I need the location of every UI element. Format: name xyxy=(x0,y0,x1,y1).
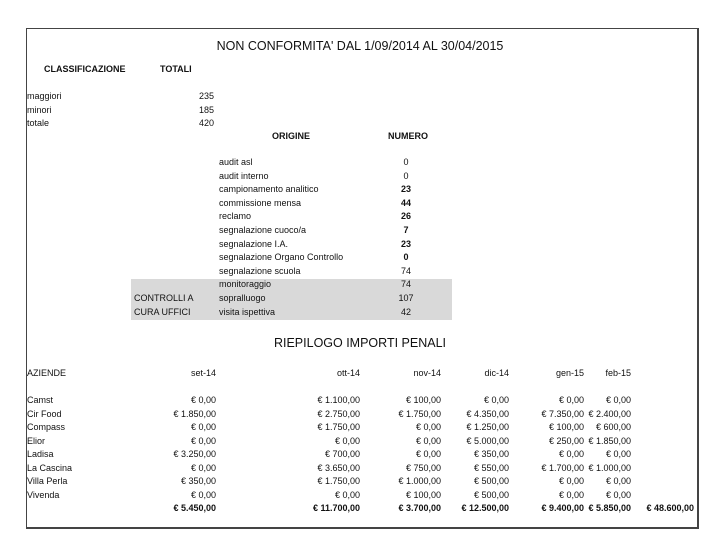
company-name: Vivenda xyxy=(27,489,60,500)
penalty-value: € 2.400,00 xyxy=(588,408,631,419)
company-name: Cir Food xyxy=(27,408,62,419)
company-name: Elior xyxy=(27,435,46,446)
page-title: NON CONFORMITA' DAL 1/09/2014 AL 30/04/2015 xyxy=(216,39,504,53)
origin-label: commissione mensa xyxy=(219,197,302,208)
penalty-value: € 0,00 xyxy=(558,489,584,500)
company-name: Compass xyxy=(27,422,66,432)
classification-value: 420 xyxy=(198,118,214,128)
month-total: € 5.450,00 xyxy=(173,503,216,513)
penalty-value: € 0,00 xyxy=(605,395,631,405)
penalty-value: € 0,00 xyxy=(190,395,216,405)
company-name: Ladisa xyxy=(27,449,54,459)
penalty-value: € 1.750,00 xyxy=(398,408,441,419)
penalty-value: € 1.850,00 xyxy=(173,408,216,419)
penalty-value: € 0,00 xyxy=(334,435,360,446)
penalty-value: € 0,00 xyxy=(558,395,584,405)
origin-value: 107 xyxy=(398,293,414,303)
origin-value: 23 xyxy=(400,238,411,249)
month-total: € 11.700,00 xyxy=(312,503,360,513)
month-header: nov-14 xyxy=(413,368,441,378)
penalty-value: € 500,00 xyxy=(473,476,509,486)
origin-label: reclamo xyxy=(219,211,252,222)
penalty-value: € 0,00 xyxy=(415,435,441,446)
penalty-value: € 7.350,00 xyxy=(541,408,584,419)
origin-value: 42 xyxy=(400,306,411,317)
company-name: La Cascina xyxy=(27,462,73,473)
penalty-value: € 250,00 xyxy=(548,435,584,446)
penalty-value: € 750,00 xyxy=(405,462,441,473)
origin-value: 0 xyxy=(403,170,409,181)
penalty-value: € 0,00 xyxy=(415,449,441,459)
origin-label: campionamento analitico xyxy=(219,184,319,195)
origin-value: 74 xyxy=(400,279,411,290)
penalty-value: € 3.650,00 xyxy=(317,462,360,473)
penalties-title: RIEPILOGO IMPORTI PENALI xyxy=(273,336,447,350)
company-name: Villa Perla xyxy=(27,476,68,486)
month-header: feb-15 xyxy=(605,368,631,378)
penalty-value: € 0,00 xyxy=(605,476,631,486)
classification-header: CLASSIFICAZIONE xyxy=(44,64,126,74)
origin-label: audit interno xyxy=(219,170,269,181)
classification-label: minori xyxy=(27,104,52,115)
penalty-value: € 0,00 xyxy=(190,489,216,500)
origin-label: visita ispettiva xyxy=(219,306,276,317)
month-total: € 3.700,00 xyxy=(398,503,441,513)
penalty-value: € 500,00 xyxy=(473,489,509,500)
classification-value: 185 xyxy=(198,104,214,115)
month-header: dic-14 xyxy=(484,368,509,378)
penalty-value: € 1.000,00 xyxy=(588,462,631,473)
origin-label: audit asl xyxy=(219,157,253,167)
month-header: ott-14 xyxy=(336,368,360,378)
penalty-value: € 1.100,00 xyxy=(317,395,360,405)
classification-value: 235 xyxy=(198,91,214,101)
penalty-value: € 100,00 xyxy=(548,422,584,432)
origin-value: 26 xyxy=(400,211,411,222)
penalty-value: € 0,00 xyxy=(605,489,631,500)
penalty-value: € 0,00 xyxy=(190,422,216,432)
origin-value: 23 xyxy=(400,184,411,195)
penalty-value: € 1.850,00 xyxy=(588,435,631,446)
totals-header: TOTALI xyxy=(160,64,192,74)
group-label: CURA UFFICI xyxy=(134,307,191,317)
penalty-value: € 0,00 xyxy=(334,489,360,500)
origin-label: segnalazione scuola xyxy=(219,265,301,276)
classification-label: totale xyxy=(27,118,50,128)
penalty-value: € 1.000,00 xyxy=(398,476,441,486)
group-label: CONTROLLI A xyxy=(134,293,194,303)
origin-value: 7 xyxy=(403,225,409,235)
penalty-value: € 4.350,00 xyxy=(466,408,509,419)
month-header: gen-15 xyxy=(555,368,584,378)
penalty-value: € 0,00 xyxy=(483,395,509,405)
penalty-value: € 0,00 xyxy=(415,422,441,432)
penalty-value: € 0,00 xyxy=(190,462,216,473)
penalty-value: € 350,00 xyxy=(180,476,216,486)
penalty-value: € 350,00 xyxy=(473,449,509,459)
origin-label: segnalazione I.A. xyxy=(219,238,289,249)
penalty-value: € 100,00 xyxy=(405,395,441,405)
month-total: € 5.850,00 xyxy=(588,503,631,513)
origin-value: 44 xyxy=(400,197,411,208)
penalty-value: € 3.250,00 xyxy=(173,449,216,459)
penalty-value: € 100,00 xyxy=(405,489,441,500)
penalty-value: € 1.700,00 xyxy=(541,462,584,473)
penalty-value: € 600,00 xyxy=(595,422,631,432)
grand-total: € 48.600,00 xyxy=(646,503,694,513)
origin-header: ORIGINE xyxy=(272,131,311,141)
company-name: Camst xyxy=(27,395,54,405)
penalty-value: € 0,00 xyxy=(558,449,584,459)
penalty-value: € 0,00 xyxy=(558,476,584,486)
origin-value: 74 xyxy=(400,265,411,276)
penalty-value: € 2.750,00 xyxy=(317,408,360,419)
origin-value: 0 xyxy=(403,252,409,263)
classification-label: maggiori xyxy=(27,91,62,101)
origin-label: segnalazione Organo Controllo xyxy=(219,252,344,263)
penalty-value: € 0,00 xyxy=(190,435,216,446)
origin-value: 0 xyxy=(403,157,409,167)
penalty-value: € 550,00 xyxy=(473,462,509,473)
penalty-value: € 1.750,00 xyxy=(317,476,360,486)
company-header: AZIENDE xyxy=(27,368,67,378)
origin-label: segnalazione cuoco/a xyxy=(219,225,307,235)
penalty-value: € 0,00 xyxy=(605,449,631,459)
penalty-value: € 700,00 xyxy=(324,449,360,459)
penalty-value: € 1.250,00 xyxy=(466,422,509,432)
origin-label: sopralluogo xyxy=(219,293,266,303)
number-header: NUMERO xyxy=(388,131,428,141)
month-total: € 9.400,00 xyxy=(541,503,584,513)
penalty-value: € 1.750,00 xyxy=(317,422,360,432)
month-header: set-14 xyxy=(190,368,216,378)
penalty-value: € 5.000,00 xyxy=(466,435,509,446)
origin-label: monitoraggio xyxy=(219,279,272,290)
month-total: € 12.500,00 xyxy=(461,503,509,513)
